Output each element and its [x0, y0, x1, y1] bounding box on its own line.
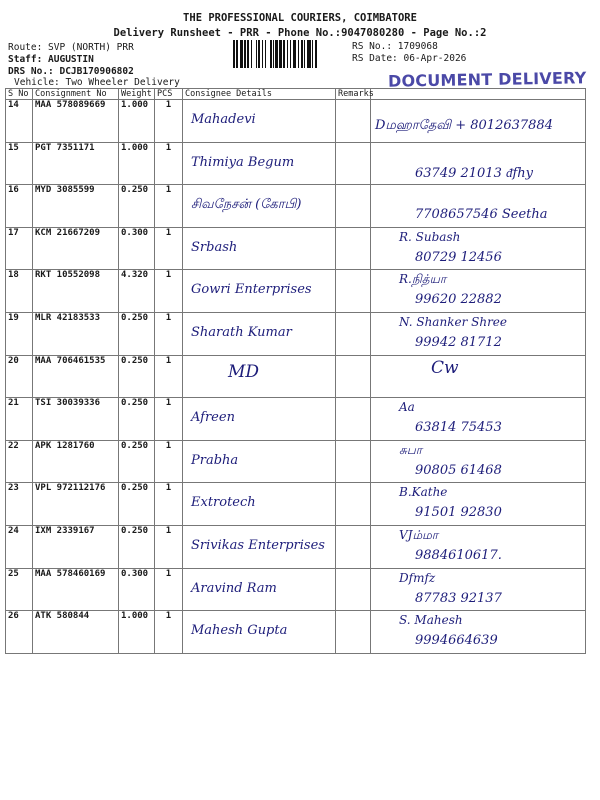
phone-number: 99942 81712 [415, 334, 502, 350]
consignment-cell: ATK 580844 [33, 611, 119, 654]
sno-cell: 15 [6, 142, 33, 185]
phone-number: 91501 92830 [415, 505, 502, 521]
phone-number: 87783 92137 [415, 590, 502, 606]
signature-text: R.நித்யா [399, 272, 447, 287]
table-row [6, 440, 586, 483]
consignee-cell [183, 440, 336, 483]
drs-label: DRS No.: DCJB170906802 [8, 66, 134, 77]
signature-cell [371, 100, 586, 143]
consignment-cell: MAA 578089669 [33, 100, 119, 143]
consignment-cell: MYD 3085599 [33, 185, 119, 228]
remarks-cell [336, 440, 371, 483]
pcs-cell: 1 [155, 355, 183, 398]
weight-cell: 1.000 [119, 142, 155, 185]
pcs-cell: 1 [155, 185, 183, 228]
consignment-cell: APK 1281760 [33, 440, 119, 483]
signature-cell [371, 185, 586, 228]
pcs-cell: 1 [155, 611, 183, 654]
vehicle-label: Vehicle: Two Wheeler Delivery [14, 77, 180, 88]
sno-cell: 20 [6, 355, 33, 398]
phone-number: 80729 12456 [415, 249, 502, 265]
col-consignee: Consignee Details [183, 89, 336, 100]
sno-cell: 26 [6, 611, 33, 654]
pcs-cell: 1 [155, 142, 183, 185]
document-delivery-stamp: DOCUMENT DELIVERY [387, 68, 587, 91]
remarks-cell [336, 185, 371, 228]
remarks-cell [336, 270, 371, 313]
signature-cell [371, 270, 586, 313]
signature-cell [371, 142, 586, 185]
consignee-name: Srivikas Enterprises [191, 537, 325, 553]
phone-number: 99620 22882 [415, 292, 502, 308]
sno-cell: 14 [6, 100, 33, 143]
signature-text: Dமஹாதேவி + 8012637884 [375, 118, 553, 133]
pcs-cell: 1 [155, 270, 183, 313]
phone-number: 9884610617. [415, 547, 502, 563]
sno-cell: 18 [6, 270, 33, 313]
consignee-name: Extrotech [191, 495, 256, 511]
barcode [233, 40, 349, 68]
consignment-cell: PGT 7351171 [33, 142, 119, 185]
table-row [6, 568, 586, 611]
signature-cell [371, 440, 586, 483]
remarks-cell [336, 525, 371, 568]
consignee-cell [183, 398, 336, 441]
col-signature [371, 89, 586, 100]
consignment-cell: MAA 578460169 [33, 568, 119, 611]
remarks-cell [336, 568, 371, 611]
weight-cell: 1.000 [119, 611, 155, 654]
col-weight: Weight [119, 89, 155, 100]
pcs-cell: 1 [155, 227, 183, 270]
company-title: THE PROFESSIONAL COURIERS, COIMBATORE [183, 12, 417, 24]
phone-number: 63749 21013 ᵭfhy [415, 165, 534, 181]
signature-text: B.Kathe [399, 485, 448, 500]
weight-cell: 0.250 [119, 185, 155, 228]
sno-cell: 24 [6, 525, 33, 568]
table-row [6, 100, 586, 143]
col-sno: S No [6, 89, 33, 100]
consignment-cell: KCM 21667209 [33, 227, 119, 270]
weight-cell: 0.250 [119, 312, 155, 355]
signature-text: Dfmfz [399, 570, 436, 585]
weight-cell: 0.250 [119, 398, 155, 441]
weight-cell: 1.000 [119, 100, 155, 143]
weight-cell: 0.250 [119, 483, 155, 526]
phone-number: 9994664639 [415, 633, 498, 649]
signature-cell [371, 355, 586, 398]
consignee-name: Gowri Enterprises [191, 282, 312, 298]
remarks-cell [336, 611, 371, 654]
col-remarks: Remarks [336, 89, 371, 100]
signature-cell [371, 227, 586, 270]
route-label: Route: SVP (NORTH) PRR [8, 42, 134, 53]
remarks-cell [336, 312, 371, 355]
weight-cell: 0.250 [119, 355, 155, 398]
consignee-cell [183, 100, 336, 143]
consignee-cell [183, 611, 336, 654]
signature-cell [371, 398, 586, 441]
runsheet-subtitle: Delivery Runsheet - PRR - Phone No.:9047080280 - Page No.:2 [113, 27, 487, 39]
rs-date: RS Date: 06-Apr-2026 [352, 53, 467, 64]
weight-cell: 0.300 [119, 568, 155, 611]
consignee-name: Thimiya Begum [191, 154, 295, 170]
consignee-name: Aravind Ram [191, 580, 277, 596]
remarks-cell [336, 483, 371, 526]
sno-cell: 22 [6, 440, 33, 483]
consignee-cell [183, 142, 336, 185]
consignee-name: சிவநேசன் (கோபி) [191, 197, 302, 213]
consignment-cell: VPL 972112176 [33, 483, 119, 526]
runsheet-table [5, 88, 586, 654]
phone-number: 63814 75453 [415, 420, 502, 436]
signature-cell [371, 312, 586, 355]
phone-number: 7708657546 Seetha [415, 207, 548, 223]
consignee-name: Srbash [191, 239, 238, 255]
consignee-cell [183, 525, 336, 568]
signature-text: சுபா [399, 442, 423, 457]
table-row [6, 398, 586, 441]
table-row [6, 525, 586, 568]
signature-text: Cw [431, 357, 459, 378]
consignee-cell [183, 270, 336, 313]
sno-cell: 19 [6, 312, 33, 355]
signature-cell [371, 525, 586, 568]
consignee-name: Afreen [191, 410, 235, 426]
consignee-cell [183, 568, 336, 611]
sno-cell: 21 [6, 398, 33, 441]
weight-cell: 0.250 [119, 440, 155, 483]
pcs-cell: 1 [155, 568, 183, 611]
pcs-cell: 1 [155, 312, 183, 355]
table-row [6, 185, 586, 228]
table-row [6, 270, 586, 313]
remarks-cell [336, 355, 371, 398]
consignment-cell: MLR 42183533 [33, 312, 119, 355]
remarks-cell [336, 142, 371, 185]
col-pcs: PCS [155, 89, 183, 100]
signature-cell [371, 611, 586, 654]
rs-number: RS No.: 1709068 [352, 41, 438, 52]
consignee-cell [183, 227, 336, 270]
pcs-cell: 1 [155, 440, 183, 483]
sno-cell: 17 [6, 227, 33, 270]
pcs-cell: 1 [155, 100, 183, 143]
consignee-cell [183, 312, 336, 355]
consignee-cell [183, 483, 336, 526]
signature-text: R. Subash [399, 229, 461, 244]
pcs-cell: 1 [155, 525, 183, 568]
table-row [6, 227, 586, 270]
remarks-cell [336, 398, 371, 441]
signature-cell [371, 483, 586, 526]
col-consignment: Consignment No [33, 89, 119, 100]
table-row [6, 611, 586, 654]
table-header [6, 89, 586, 100]
consignee-name: Mahesh Gupta [191, 623, 288, 639]
sno-cell: 16 [6, 185, 33, 228]
consignment-cell: IXM 2339167 [33, 525, 119, 568]
consignee-name: MD [228, 361, 260, 382]
signature-text: S. Mahesh [399, 613, 463, 628]
weight-cell: 0.300 [119, 227, 155, 270]
signature-text: N. Shanker Shree [399, 314, 508, 329]
weight-cell: 4.320 [119, 270, 155, 313]
table-row [6, 142, 586, 185]
table-row [6, 312, 586, 355]
consignee-cell [183, 185, 336, 228]
signature-cell [371, 568, 586, 611]
consignee-cell [183, 355, 336, 398]
phone-number: 90805 61468 [415, 462, 502, 478]
consignment-cell: MAA 706461535 [33, 355, 119, 398]
consignment-cell: RKT 10552098 [33, 270, 119, 313]
consignee-name: Mahadevi [191, 112, 256, 127]
signature-text: Aa [399, 400, 415, 415]
signature-text: VJம்மா [399, 527, 439, 542]
sno-cell: 25 [6, 568, 33, 611]
consignee-name: Sharath Kumar [191, 324, 292, 340]
pcs-cell: 1 [155, 398, 183, 441]
remarks-cell [336, 227, 371, 270]
consignee-name: Prabha [191, 452, 239, 468]
pcs-cell: 1 [155, 483, 183, 526]
staff-label: Staff: AUGUSTIN [8, 54, 94, 65]
sno-cell: 23 [6, 483, 33, 526]
table-row [6, 355, 586, 398]
weight-cell: 0.250 [119, 525, 155, 568]
remarks-cell [336, 100, 371, 143]
table-row [6, 483, 586, 526]
consignment-cell: TSI 30039336 [33, 398, 119, 441]
